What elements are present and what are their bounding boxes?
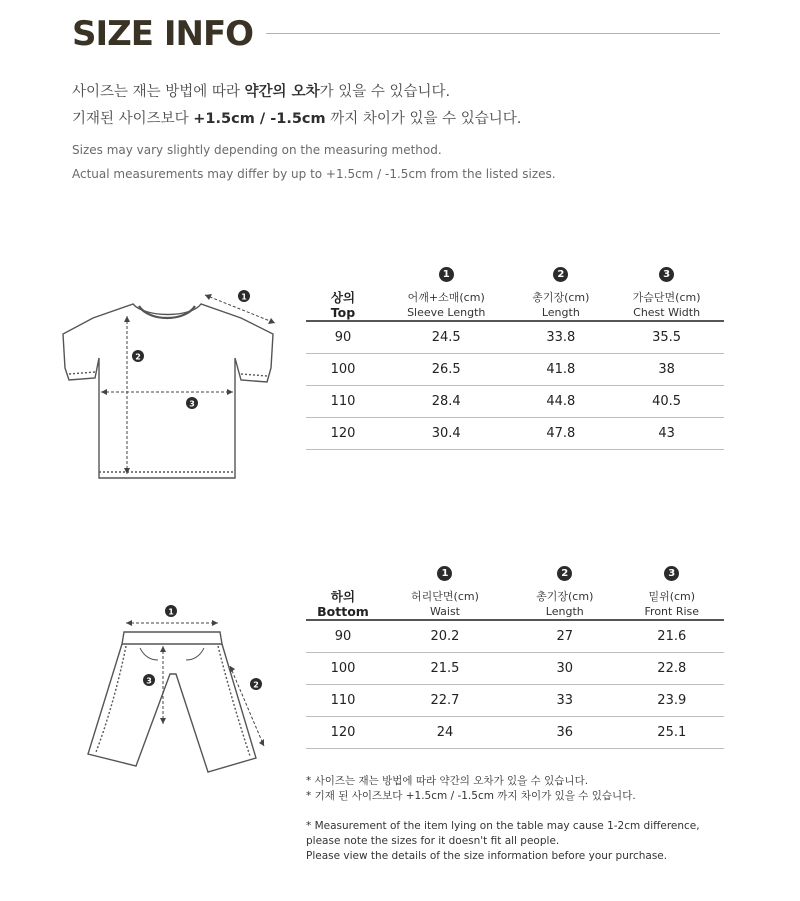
category-kr: 상의 [330,290,356,305]
svg-text:1: 1 [241,292,247,302]
value-cell: 47.8 [512,418,609,450]
category-kr: 하의 [330,589,356,604]
value-cell: 25.1 [620,717,724,749]
top-table-header [306,266,724,321]
bottom-table-header [306,565,724,620]
table-row [306,386,724,418]
table-row [306,685,724,717]
column-en: Chest Width [633,306,701,319]
svg-text:1: 1 [168,607,174,617]
value-cell: 30.4 [380,418,512,450]
table-row [306,620,724,653]
size-cell: 90 [306,321,380,354]
value-cell: 36 [510,717,620,749]
svg-text:3: 3 [189,399,195,409]
en-notice-line-2: Actual measurements may differ by up to +1.5cm / -1.5cm from the listed sizes. [72,167,556,181]
column-kr: 허리단면(cm) [411,590,479,603]
size-cell: 110 [306,386,380,418]
number-1-icon: 1 [439,267,454,282]
kr-bold-text: 약간의 오차 [244,84,320,100]
top-column-header [512,266,609,321]
value-cell: 35.5 [609,321,724,354]
size-cell: 120 [306,418,380,450]
svg-text:2: 2 [253,680,259,690]
kr-footnotes [306,774,636,804]
top-column-header [609,266,724,321]
en-footnotes [306,819,700,864]
kr-text: 기재된 사이즈보다 [72,111,194,127]
value-cell: 27 [510,620,620,653]
en-notice-line-1: Sizes may vary slightly depending on the measuring method. [72,143,442,157]
svg-text:3: 3 [146,676,152,686]
value-cell: 28.4 [380,386,512,418]
footnote-kr-1: * 사이즈는 재는 방법에 따라 약간의 오차가 있을 수 있습니다. [306,775,589,787]
column-kr: 가슴단면(cm) [632,291,701,304]
mark-1-icon [165,605,177,617]
kr-notice-line-2 [72,107,521,128]
kr-text: 사이즈는 재는 방법에 따라 [72,84,245,100]
value-cell: 23.9 [620,685,724,717]
kr-text: 가 있을 수 있습니다. [319,84,451,100]
number-2-icon: 2 [557,566,572,581]
value-cell: 22.8 [620,653,724,685]
value-cell: 30 [510,653,620,685]
top-column-header [380,266,512,321]
page-title: SIZE INFO [72,14,254,54]
value-cell: 41.8 [512,354,609,386]
column-kr: 어깨+소매(cm) [407,291,485,304]
table-row [306,321,724,354]
value-cell: 43 [609,418,724,450]
table-row [306,418,724,450]
value-cell: 33 [510,685,620,717]
category-en: Top [330,305,356,320]
bottom-size-table [306,565,724,749]
value-cell: 22.7 [380,685,510,717]
size-cell: 110 [306,685,380,717]
value-cell: 40.5 [609,386,724,418]
mark-3-icon [143,674,155,686]
mark-2-icon [132,350,144,362]
bottom-column-header [380,565,510,620]
mark-3-icon [186,397,198,409]
svg-text:2: 2 [135,352,141,362]
column-kr: 총기장(cm) [536,590,594,603]
mark-1-icon [238,290,250,302]
value-cell: 21.6 [620,620,724,653]
bottom-column-header [620,565,724,620]
value-cell: 21.5 [380,653,510,685]
size-cell: 90 [306,620,380,653]
column-en: Length [541,306,580,319]
size-cell: 100 [306,354,380,386]
footnote-en-2: please note the sizes for it doesn't fit all people. [306,835,560,847]
tshirt-diagram [55,282,295,492]
number-3-icon: 3 [659,267,674,282]
title-divider [266,33,720,34]
kr-text: 까지 차이가 있을 수 있습니다. [325,111,522,127]
value-cell: 44.8 [512,386,609,418]
footnote-en-3: Please view the details of the size information before your purchase. [306,850,668,862]
column-en: Length [545,605,584,618]
column-en: Front Rise [644,605,700,618]
number-2-icon: 2 [553,267,568,282]
column-kr: 총기장(cm) [532,291,590,304]
footnote-kr-2: * 기재 된 사이즈보다 +1.5cm / -1.5cm 까지 차이가 있을 수 있습니다. [306,790,636,802]
mark-2-icon [250,678,262,690]
bottom-category-header [306,565,380,620]
value-cell: 24 [380,717,510,749]
number-3-icon: 3 [664,566,679,581]
kr-notice-line-1 [72,80,450,101]
number-1-icon: 1 [437,566,452,581]
category-en: Bottom [317,604,369,619]
bottom-column-header [510,565,620,620]
value-cell: 38 [609,354,724,386]
table-row [306,717,724,749]
value-cell: 26.5 [380,354,512,386]
top-size-table [306,266,724,450]
value-cell: 24.5 [380,321,512,354]
size-cell: 120 [306,717,380,749]
table-row [306,653,724,685]
column-kr: 밑위(cm) [648,590,696,603]
top-category-header [306,266,380,321]
value-cell: 33.8 [512,321,609,354]
size-cell: 100 [306,653,380,685]
value-cell: 20.2 [380,620,510,653]
table-row [306,354,724,386]
kr-bold-text: +1.5cm / -1.5cm [193,111,326,127]
column-en: Waist [429,605,460,618]
column-en: Sleeve Length [407,306,486,319]
footnote-en-1: * Measurement of the item lying on the table may cause 1-2cm difference, [306,820,700,832]
shorts-diagram [80,596,280,781]
